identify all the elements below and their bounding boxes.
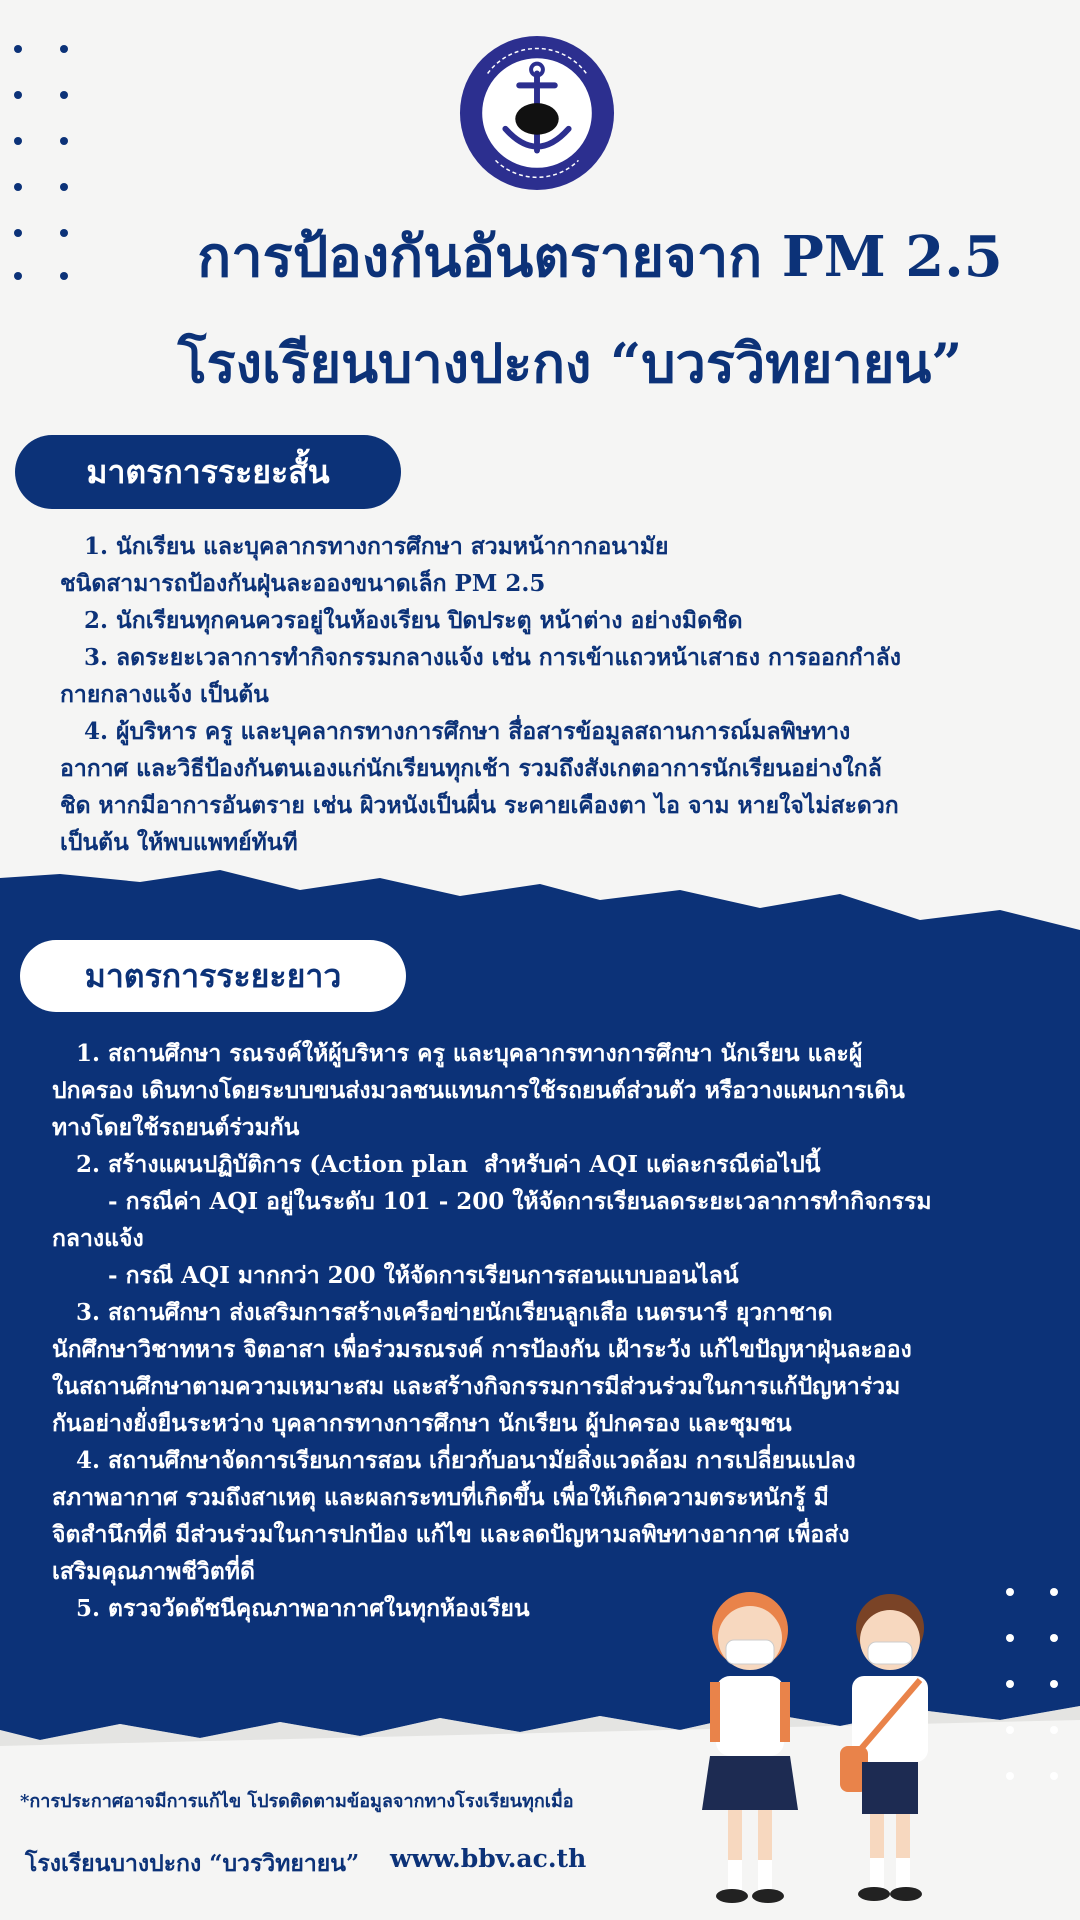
school-logo-icon: [458, 34, 616, 192]
list-item: 1. สถานศึกษา รณรงค์ให้ผู้บริหาร ครู และบุคลากรทางการศึกษา นักเรียน และผู้: [52, 1040, 863, 1067]
list-item: กายกลางแจ้ง เป็นต้น: [60, 681, 269, 708]
page-subtitle: โรงเรียนบางปะกง “บวรวิทยายน”: [177, 331, 963, 395]
list-item: ในสถานศึกษาตามความเหมาะสม และสร้างกิจกรรมการมีส่วนร่วมในการแก้ปัญหาร่วม: [52, 1373, 901, 1400]
list-item: 1. นักเรียน และบุคลากรทางการศึกษา สวมหน้ากากอนามัย: [60, 533, 669, 560]
list-item: ปกครอง เดินทางโดยระบบขนส่งมวลชนแทนการใช้รถยนต์ส่วนตัว หรือวางแผนการเดิน: [52, 1077, 905, 1104]
short-term-list: [60, 528, 901, 861]
list-item: อากาศ และวิธีป้องกันตนเองแก่นักเรียนทุกเช้า รวมถึงสังเกตอาการนักเรียนอย่างใกล้: [60, 755, 882, 782]
list-item: - กรณีค่า AQI อยู่ในระดับ 101 - 200 ให้จัดการเรียนลดระยะเวลาการทำกิจกรรม: [52, 1188, 932, 1215]
list-item: 4. สถานศึกษาจัดการเรียนการสอน เกี่ยวกับอนามัยสิ่งแวดล้อม การเปลี่ยนแปลง: [52, 1447, 856, 1474]
list-item: 4. ผู้บริหาร ครู และบุคลากรทางการศึกษา สื่อสารข้อมูลสถานการณ์มลพิษทาง: [60, 718, 851, 745]
list-item: 3. สถานศึกษา ส่งเสริมการสร้างเครือข่ายนักเรียนลูกเสือ เนตรนารี ยุวกาชาด: [52, 1299, 833, 1326]
list-item: กันอย่างยั่งยืนระหว่าง บุคลากรทางการศึกษา นักเรียน ผู้ปกครอง และชุมชน: [52, 1410, 792, 1437]
list-item: นักศึกษาวิชาทหาร จิตอาสา เพื่อร่วมรณรงค์ การป้องกัน เฝ้าระวัง แก้ไขปัญหาฝุ่นละออง: [52, 1336, 912, 1363]
short-term-heading: มาตรการระยะสั้น: [15, 435, 401, 509]
website-link[interactable]: www.bbv.ac.th: [390, 1844, 587, 1873]
masked-students-illustration-icon: [680, 1570, 970, 1920]
list-item: ทางโดยใช้รถยนต์ร่วมกัน: [52, 1114, 300, 1141]
list-item: สภาพอากาศ รวมถึงสาเหตุ และผลกระทบที่เกิดขึ้น เพื่อให้เกิดความตระหนักรู้ มี: [52, 1484, 829, 1511]
list-item: กลางแจ้ง: [52, 1225, 144, 1252]
page-title: การป้องกันอันตรายจาก PM 2.5: [197, 224, 1003, 290]
list-item: จิตสำนึกที่ดี มีส่วนร่วมในการปกป้อง แก้ไข และลดปัญหามลพิษทางอากาศ เพื่อส่ง: [52, 1521, 850, 1548]
list-item: - กรณี AQI มากกว่า 200 ให้จัดการเรียนการสอนแบบออนไลน์: [52, 1262, 739, 1289]
list-item: เสริมคุณภาพชีวิตที่ดี: [52, 1558, 255, 1585]
list-item: 3. ลดระยะเวลาการทำกิจกรรมกลางแจ้ง เช่น การเข้าแถวหน้าเสาธง การออกกำลัง: [60, 644, 901, 671]
disclaimer-note: *การประกาศอาจมีการแก้ไข โปรดติดตามข้อมูลจากทางโรงเรียนทุกเมื่อ: [20, 1791, 574, 1812]
long-term-heading: มาตรการระยะยาว: [20, 940, 406, 1012]
list-item: 2. นักเรียนทุกคนควรอยู่ในห้องเรียน ปิดประตู หน้าต่าง อย่างมิดชิด: [60, 607, 743, 634]
list-item: 5. ตรวจวัดดัชนีคุณภาพอากาศในทุกห้องเรียน: [52, 1595, 530, 1622]
list-item: ชิด หากมีอาการอันตราย เช่น ผิวหนังเป็นผื่น ระคายเคืองตา ไอ จาม หายใจไม่สะดวก: [60, 792, 899, 819]
list-item: 2. สร้างแผนปฏิบัติการ (Action plan สำหรับค่า AQI แต่ละกรณีต่อไปนี้: [52, 1151, 821, 1178]
footer-school-name: โรงเรียนบางปะกง “บวรวิทยายน”: [25, 1850, 360, 1877]
long-term-list: [52, 1035, 932, 1627]
decorative-dots-right: [990, 1580, 1070, 1800]
list-item: เป็นต้น ให้พบแพทย์ทันที: [60, 829, 298, 856]
list-item: ชนิดสามารถป้องกันฝุ่นละอองขนาดเล็ก PM 2.5: [60, 570, 546, 597]
